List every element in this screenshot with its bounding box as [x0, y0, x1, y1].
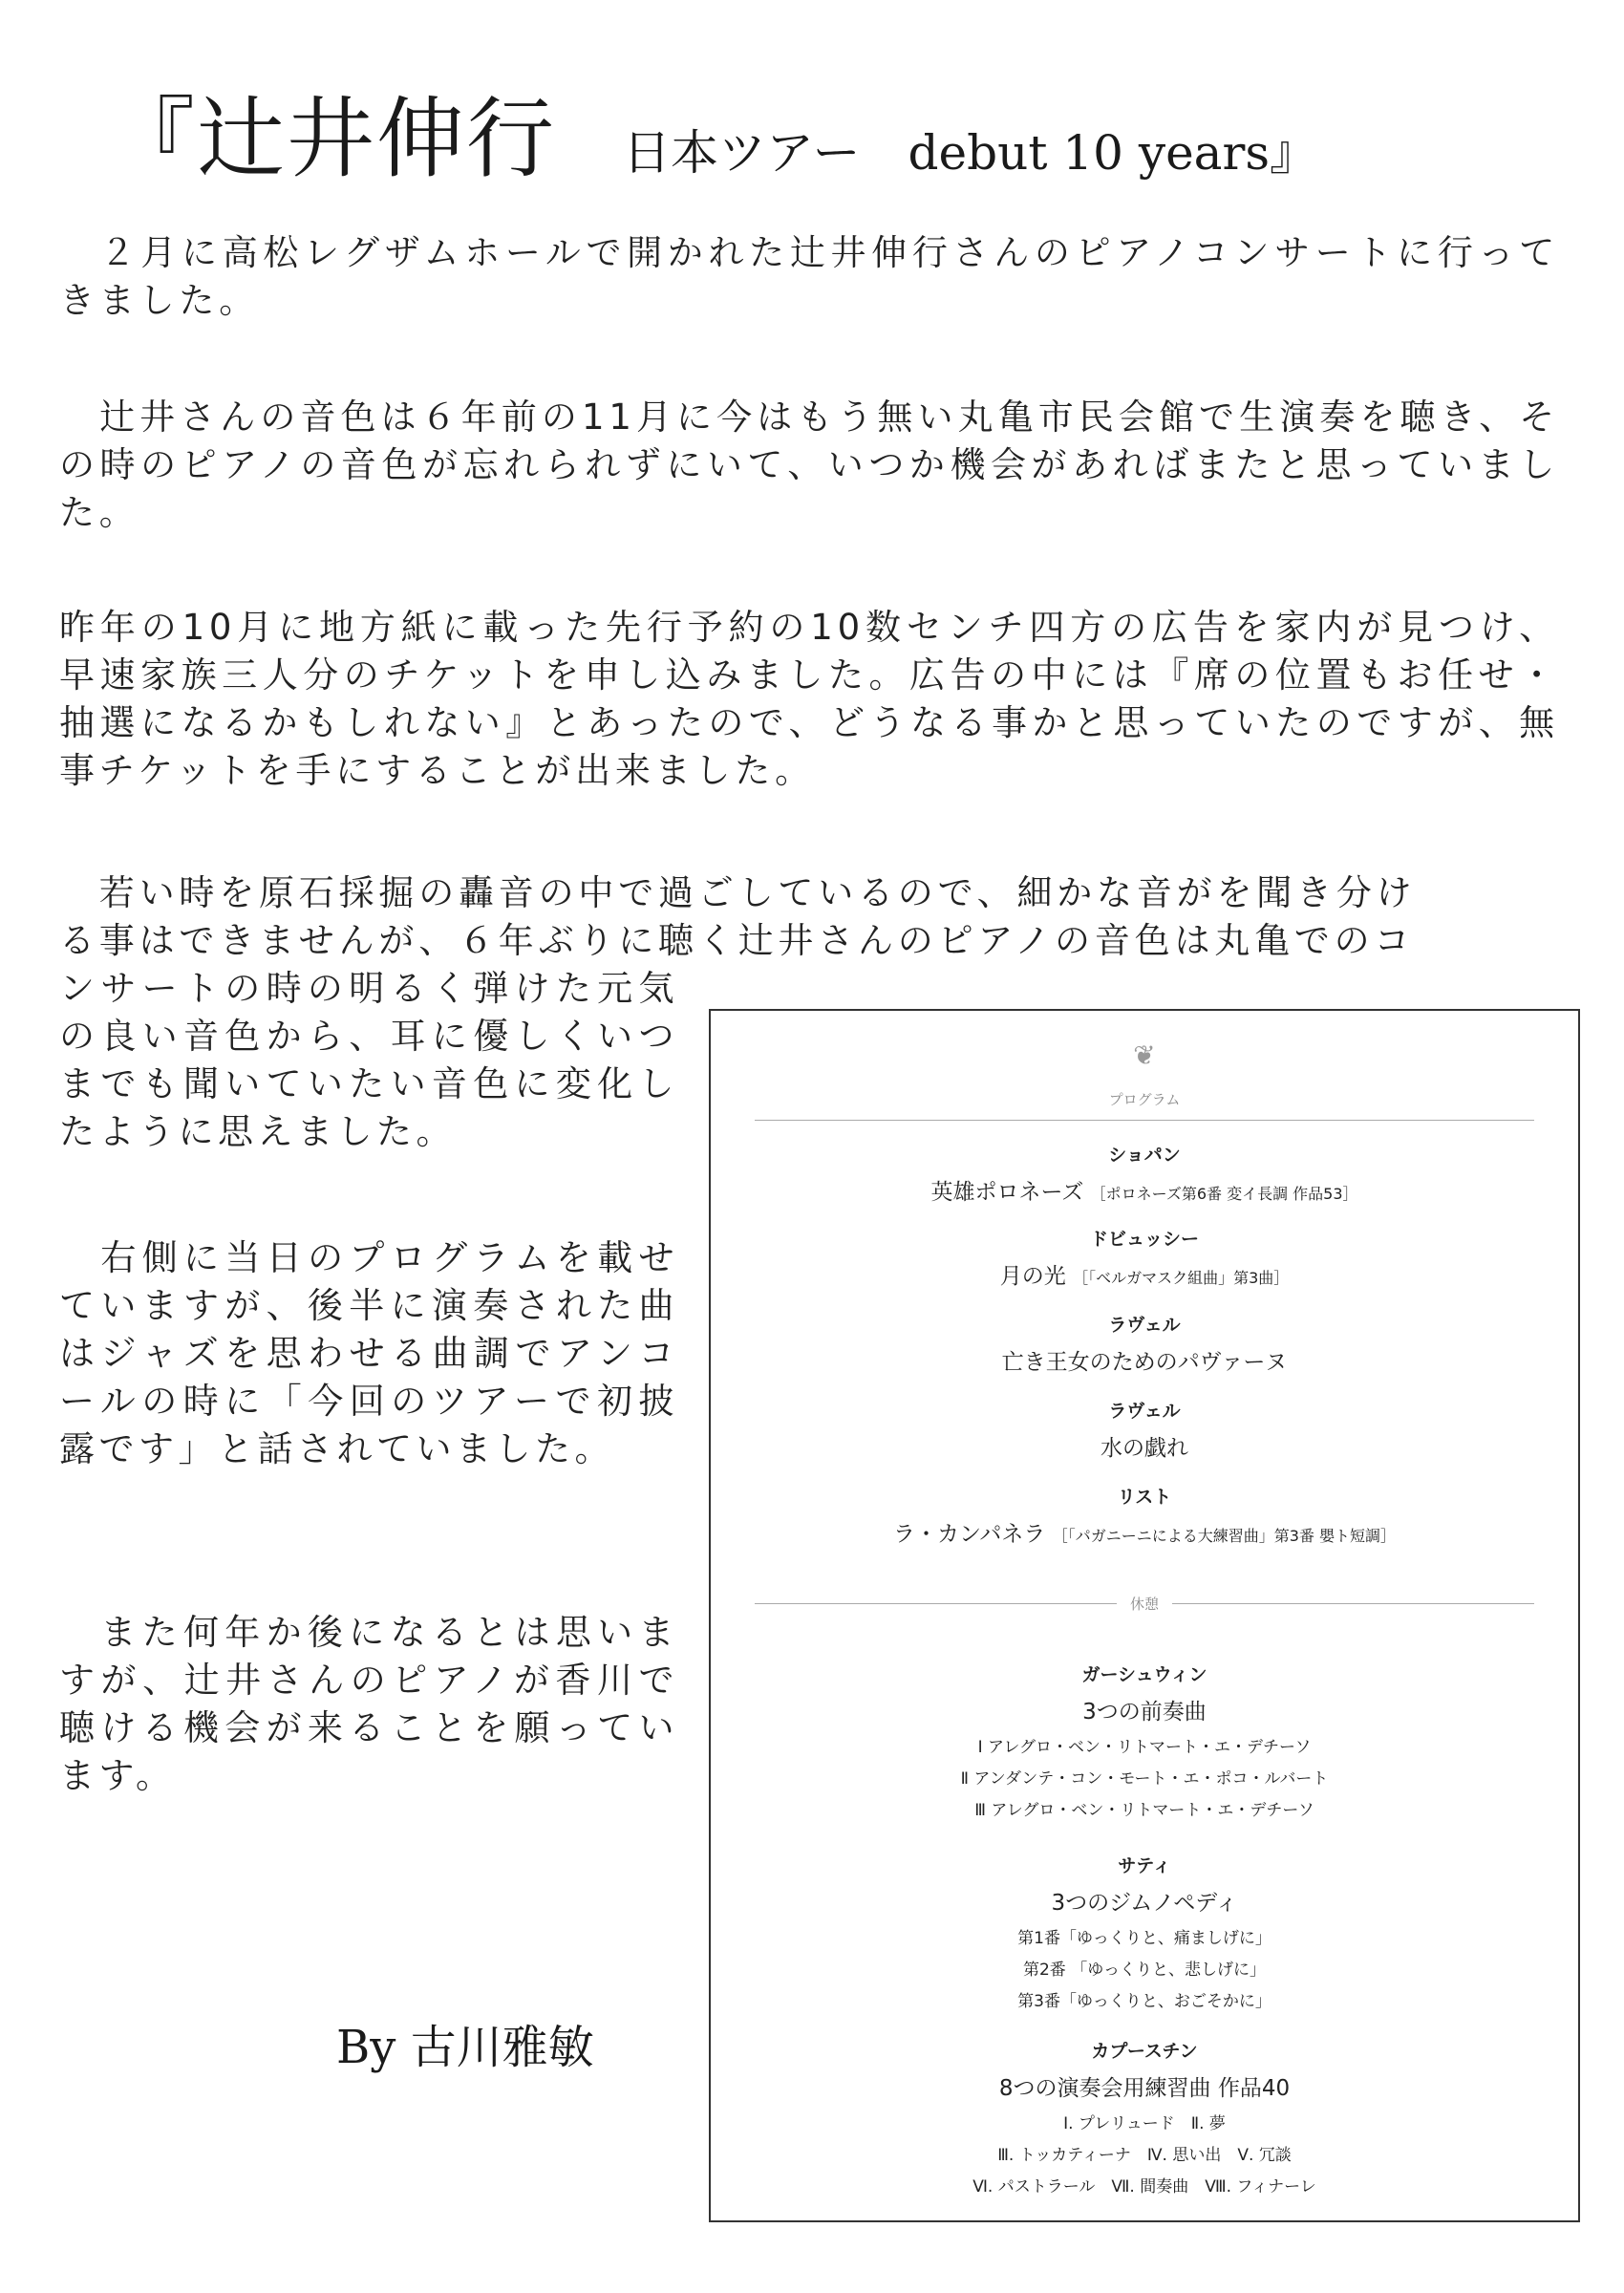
movement: 第1番「ゆっくりと、痛ましげに」: [1017, 1929, 1271, 1948]
program-item: [711, 1661, 1578, 1820]
composer: ラヴェル: [1108, 1401, 1181, 1422]
work-title: [711, 1258, 1578, 1290]
composer: サティ: [1118, 1855, 1171, 1876]
movement: Ⅵ. パストラール Ⅶ. 間奏曲 Ⅷ. フィナーレ: [972, 2177, 1316, 2197]
work-title: [711, 1516, 1578, 1548]
paragraph-4-line-2: る事はできませんが、６年ぶりに聴く辻井さんのピアノの音色は丸亀でのコ: [59, 920, 1415, 961]
intermission-text: 休憩: [1117, 1596, 1172, 1613]
program-item: [711, 2037, 1578, 2197]
work-name: 月の光: [999, 1264, 1066, 1289]
work-name: 3つの前奏曲: [1082, 1700, 1207, 1725]
composer: ラヴェル: [1108, 1315, 1181, 1336]
movement: Ⅲ アレグロ・ベン・リトマート・エ・デチーソ: [974, 1801, 1314, 1820]
movement: 第3番「ゆっくりと、おごそかに」: [1017, 1992, 1271, 2011]
divider: [755, 1120, 1534, 1121]
program-item: [711, 1225, 1578, 1290]
program-item: [711, 1852, 1578, 2011]
work-name: 英雄ポロネーズ: [930, 1180, 1084, 1205]
work-note: ［「ベルガマスク組曲」第3曲］: [1073, 1269, 1290, 1287]
paragraph-2: 辻井さんの音色は６年前の11月に今はもう無い丸亀市民会館で生演奏を聴き、その時のピアノの音色が忘れられずにいて、いつか機会があればまたと思っていました。: [59, 396, 1559, 533]
movement: 第2番 「ゆっくりと、悲しげに」: [1022, 1961, 1267, 1980]
page-title: [107, 69, 1540, 190]
composer: ガーシュウィン: [1081, 1664, 1207, 1685]
work-name: 水の戯れ: [1100, 1436, 1188, 1461]
program-item: [711, 1311, 1578, 1376]
movement: Ⅲ. トッカティーナ Ⅳ. 思い出 Ⅴ. 冗談: [997, 2146, 1292, 2165]
work-name: 3つのジムノペディ: [1051, 1891, 1238, 1916]
work-note: ［ポロネーズ第6番 変イ長調 作品53］: [1090, 1185, 1358, 1203]
paragraph-4-line-1: 若い時を原石採掘の轟音の中で過ごしているので、細かな音がを聞き分け: [59, 872, 1417, 913]
author-byline: By 古川雅敏: [336, 2021, 594, 2074]
paragraph-3: 昨年の10月に地方紙に載った先行予約の10数センチ四方の広告を家内が見つけ、早速家族三人分のチケットを申し込みました。広告の中には『席の位置もお任せ・抽選になるかもしれない』とあったので、どうなる事かと思っていたのですが、無事チケットを手にすることが出来ました。: [59, 607, 1559, 791]
composer: ドビュッシー: [1089, 1229, 1199, 1250]
paragraph-5: 右側に当日のプログラムを載せていますが、後半に演奏された曲はジャズを思わせる曲調でアンコールの時に「今回のツアーで初披露です」と話されていました。: [59, 1237, 678, 1469]
work-note: ［「パガニーニによる大練習曲」第3番 嬰ト短調］: [1052, 1527, 1396, 1545]
movement: Ⅰ アレグロ・ベン・リトマート・エ・デチーソ: [977, 1738, 1312, 1757]
composer: ショパン: [1108, 1145, 1181, 1166]
paragraph-1: ２月に高松レグザムホールで開かれた辻井伸行さんのピアノコンサートに行ってきました。: [59, 232, 1559, 321]
composer: カプースチン: [1091, 2041, 1198, 2062]
composer: リスト: [1117, 1487, 1172, 1508]
work-name: 亡き王女のためのパヴァーヌ: [1001, 1350, 1288, 1375]
movement: Ⅱ アンダンテ・コン・モート・エ・ポコ・ルバート: [960, 1769, 1329, 1789]
title-subtitle: 日本ツアー debut 10 years』: [623, 125, 1318, 181]
ornament-icon: ❦: [1133, 1039, 1156, 1071]
intermission-label: [711, 1594, 1578, 1614]
title-main: 『辻井伸行: [107, 88, 557, 190]
program-item: [711, 1141, 1578, 1206]
work-name: 8つの演奏会用練習曲 作品40: [998, 2076, 1291, 2101]
program-item: [711, 1483, 1578, 1548]
work-name: ラ・カンパネラ: [893, 1522, 1046, 1547]
program-heading: プログラム: [1108, 1091, 1181, 1108]
paragraph-6: また何年か後になるとは思いますが、辻井さんのピアノが香川で聴ける機会が来ることを願っています。: [59, 1612, 678, 1796]
work-title: [711, 1174, 1578, 1206]
program-item: [711, 1397, 1578, 1462]
program-box: [709, 1009, 1580, 2222]
movement: Ⅰ. プレリュード Ⅱ. 夢: [1063, 2114, 1226, 2133]
paragraph-4-rest: ンサートの時の明るく弾けた元気の良い音色から、耳に優しくいつまでも聞いていたい音色に変化したように思えました。: [59, 968, 678, 1152]
